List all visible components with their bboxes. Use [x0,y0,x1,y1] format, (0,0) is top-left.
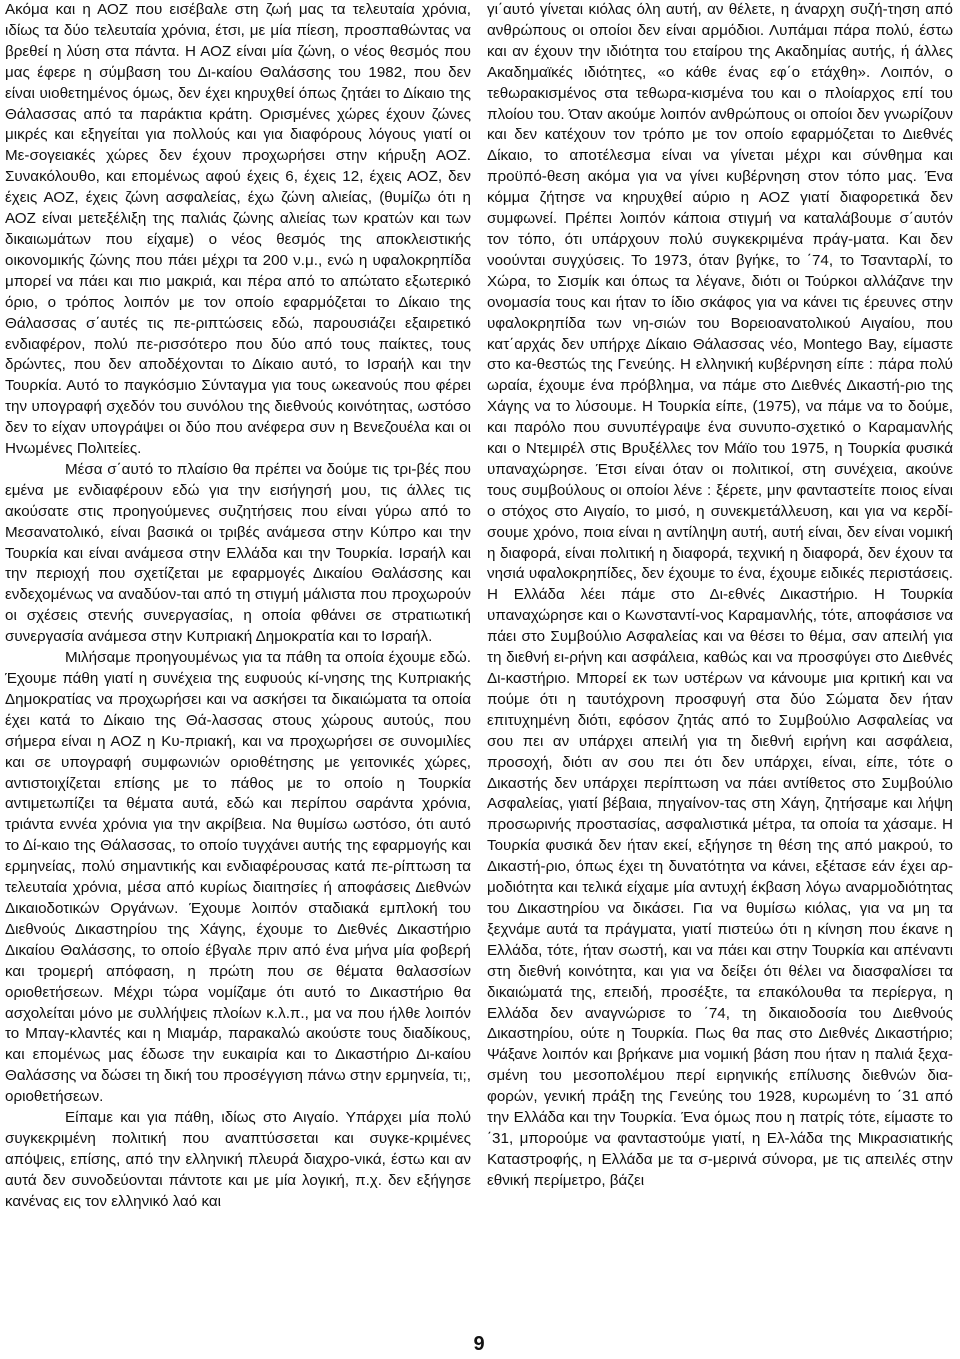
left-paragraph-4: Είπαμε και για πάθη, ιδίως στο Αιγαίο. Υπάρχει μία πολύ συγκεκριμένη πολιτική που αναπτύσσεται και συγκε-κριμένες απόψεις, επίσης, από την ελληνική πλευρά διαχρο-νικά, έστω και αν αυτά δεν συνοδεύονται πάντοτε και με μία λογική, π.χ. δεν εξήγησε κανένας εις τον ελληνικό λαό και [5,1109,471,1210]
left-paragraph-2: Μέσα σ΄αυτό το πλαίσιο θα πρέπει να δούμε τις τρι-βές που εμένα με ενδιαφέρουν εδώ για την εισήγησή μου, τις άλλες τις ακούσατε στις προηγούμενες συζητήσεις που είναι γύρω από το Μεσανατολικό, είναι βασικά οι τριβές ανάμεσα στην Κύπρο και την Τουρκία και είναι ανάμεσα στην Ελλάδα και την Τουρκία. Ισραήλ και την περιοχή που σχετίζεται με εφαρμογές Δικαίου Θαλάσσης και ενδεχομένως να αναδύον-ται από τη στιγμή μάλιστα που προχωρούν οι σχέσεις στενής συνεργασίας, η οποία φθάνει σε στρατιωτική συνεργασία ανάμεσα στην Κυπριακή Δημοκρατία και το Ισραήλ. [5,460,471,646]
left-paragraph-3: Μιλήσαμε προηγουμένως για τα πάθη τα οποία έχουμε εδώ. Έχουμε πάθη γιατί η συνέχεια της ευφυούς κί-νησης της Κυπριακής Δημοκρατίας να προχωρήσει και να ασκήσει τα δικαιώματα τα οποία έχει κατά το Δίκαιο της Θά-λασσας στους χώρους αυτούς, που σήμερα είναι η ΑΟΖ η Κυ-πριακή, και να προχωρήσει σε συνομιλίες και σε υπογραφή συμφωνιών οριοθέτησης με γειτονικές χώρες, αντιστοιχίζεται επίσης με το πάθος με το οποίο η Τουρκία αντιμετωπίζει τα θέματα αυτά, εδώ και περίπου σαράντα χρόνια, τριάντα εννέα χρόνια για την ακρίβεια. Να θυμίσω ωστόσο, ότι αυτό το Δί-καιο της Θάλασσας, το οποίο τυγχάνει αυτής της εφαρμογής και ερμηνείας, πολύ σημαντικής και ενδιαφέρουσας κατά πε-ρίπτωση τα τελευταία χρόνια, μέσα από κυρίως διαιτησίες ή αποφάσεις Διεθνών Δικαιοδοτικών Οργάνων. Έχουμε λοιπόν σταδιακά εμπλοκή του Διεθνούς Δικαστηρίου της Χάγης, έχουμε το Διεθνές Δικαστήριο Δικαίου Θαλάσσης, το οποίο έβγαλε πριν από ένα μήνα μία φοβερή και τρομερή απόφαση, η πρώτη που σε θέματα θαλασσίων οριοθετήσεων. Μέχρι τώρα νομίζαμε ότι αυτό το Δικαστήριο θα ασχολείται μόνο με συλλήψεις πλοίων κ.λ.π., μα να που ήλθε λοιπόν το Μπαγ-κλαντές και η Μιαμάρ, παρακαλώ ακούστε τους διαδίκους, και επομένως μας έδωσε την ευκαιρία και το Δικαστήριο Δι-καίου Θαλάσσης να δώσει τη δική του προσέγγιση πάνω στην ερμηνεία, τι;, οριοθετήσεων. [5,649,471,1106]
page-number: 9 [473,1333,485,1355]
left-text-column [5,0,471,1213]
right-text-column [487,0,953,1192]
right-paragraph-1: γι΄αυτό γίνεται κιόλας όλη αυτή, αν θέλετε, η άναρχη συζή-τηση από ανθρώπους οι οποίοι δεν είναι αρμόδιοι. Λυπάμαι πάρα πολύ, έστω και αν έχουν την ιδιότητα του εταίρου της Ακαδημίας αυτής, ή άλλες Ακαδημαϊκές ιδιότητες, «ο κάθε ένας εφ΄ο ετάχθη». Λοιπόν, ο τεθωρακισμένος στα τεθωρα-κισμένα του και ο πλοίαρχος επί του πλοίου του. Όταν ακούμε λοιπόν ανθρώπους οι οποίοι δεν γνωρίζουν και δεν κατέχουν τον τρόπο με τον οποίο εφαρμόζεται το Διεθνές Δίκαιο, το αποτέλεσμα είναι να γίνεται μέχρι και σύνθημα και προϋπό-θεση ακόμα για να γίνει κυβέρνηση στον τόπο μας. Ένα κόμμα ζήτησε να κηρυχθεί αύριο η ΑΟΖ γιατί διαφορετικά δεν συμφωνεί. Πρέπει λοιπόν κάποια στιγμή να καταλάβουμε σ΄αυτόν τον τόπο, ότι υπάρχουν πολύ συγκεκριμένα πράγ-ματα. Και δεν νοούνται συγχύσεις. Το 1973, όταν βγήκε, το ΄74, το Τσανταρλί, το Χώρα, το Σισμίκ και όπως τα λέγανε, διότι οι Τούρκοι αλλάζανε την ονομασία τους και ήταν το ίδιο σκάφος για να κάνει τις έρευνες στην υφαλοκρηπίδα των νη-σιών του Βορειοανατολικού Αιγαίου, που κατ΄αρχάς δεν υπήρχε Δίκαιο Θάλασσας νέο, Montego Bay, είμαστε στο κα-θεστώς της Γενεύης. Η ελληνική κυβέρνηση είπε : πάρα πολύ ωραία, έχουμε ένα πρόβλημα, να πάμε στο Διεθνές Δικαστή-ριο της Χάγης να το λύσουμε. Η Τουρκία είπε, (1975), να πάμε να το δούμε, και παρόλο που συνυπέγραψε ένα συνυπο-σχετικό ο Καραμανλής και ο Ντεμιρέλ στις Βρυξέλλες τον Μάϊο του 1975, η Τουρκία φυσικά υπαναχώρησε. Έτσι είναι όταν οι πολιτικοί, στη συνέχεια, ακούνε τους συμβούλους οι οποίοι λένε : ξέρετε, μην φανταστείτε ποιος είναι ο στόχος στο Αιγαίο, το μισό, η συνεκμετάλλευση, και για να κερδί-σουμε χρόνο, ποια είναι η αντίληψη αυτή, αυτή είναι, δεν είναι νομική η διαφορά, είναι πολιτική η διαφορά, τεχνική η διαφορά, δεν έχουν τα νησιά υφαλοκρηπίδες, δεν έχουμε το ένα, έχουμε ειδικές περιστάσεις. Η Ελλάδα λέει πάμε στο Δι-εθνές Δικαστήριο. Η Τουρκία υπαναχώρησε και ο Κωνσταντί-νος Καραμανλής, τότε, αποφάσισε να πάει στο Συμβούλιο Ασφαλείας και να θέσει το θέμα, σαν απειλή για τη διεθνή ει-ρήνη και ασφάλεια, καθώς και να προσφύγει στο Διεθνές Δι-καστήριο. Μπορεί εκ των υστέρων να κάνουμε μια κριτική και να πούμε ότι η ταυτόχρονη προσφυγή στα δύο Σώματα δεν ήταν επιτυχημένη διότι, εφόσον ζητάς από το Συμβούλιο Ασφαλείας να σου πει αν υπάρχει απειλή για τη διεθνή ειρήνη και ασφάλεια, προσοχή, διότι αν σου πει ότι δεν υπάρχει, είναι, είπε, τότε ο Δικαστής δεν υπάρχει περίπτωση να πάει αντίθετος στο Συμβούλιο Ασφαλείας, γιατί βέβαια, πηγαίνον-τας στη Χάγη, ζητήσαμε και λήψη προσωρινής προστασίας, ασφαλιστικά μέτρα, τα οποία τα χάσαμε. Η Τουρκία φυσικά δεν ήταν εκεί, εξήγησε τη θέση της από μακρού, το Δικαστή-ριο, όπως έχει τη δυνατότητα να κάνει, εξέτασε εάν έχει αρ-μοδιότητα και τελικά είχαμε μία αντυχή έκβαση λόγω αναρμοδιότητας του Δικαστηρίου να δικάσει. Για να θυμίσω κιόλας, για να μη τα ξεχνάμε αυτά τα πράγματα, γιατί πιστεύω ότι η κίνηση που έκανε η Ελλάδα, τότε, ήταν σωστή, και να πάει και στην Τουρκία και απέναντι στη διεθνή κοινότητα, και για να δείξει ότι θέλει να διασφαλίσει τα δικαιώματά της, επειδή, προσέξτε, τα επακόλουθα τα περίεργα, η Ελλάδα δεν αναγνώρισε το ΄74, τη δικαιοδοσία του Διεθνούς Δικαστηρίου, ούτε η Τουρκία. Πως θα πας στο Διεθνές Δικαστήριο; Ψάξανε λοιπόν και βρήκανε μια νομική βάση που ήταν η παλιά ξεχα-σμένη του μεσοπολέμου περί ειρηνικής επίλυσης διεθνών δια-φορών, γενική πράξη της Γενεύης του 1928, κυρωμένη το ΄31 από την Ελλάδα και την Τουρκία. Ένα όμως που η πατρίς τότε, είμαστε το ΄31, μπορούμε να φανταστούμε γιατί, η Ελ-λάδα της Μικρασιατικής Καταστροφής, η Ελλάδα με τα σ-μερινά σύνορα, με τις απειλές στην εθνική περίμετρο, βάζει [487,1,953,1189]
left-paragraph-1: Ακόμα και η ΑΟΖ που εισέβαλε στη ζωή μας τα τελευταία χρόνια, ιδίως τα δύο τελευταία χρόνια, έτσι, με μία πίεση, προσπαθώντας να βρεθεί η λύση στα πάντα. Η ΑΟΖ είναι μία ζώνη, ο νέος θεσμός που μας έφερε η σύμβαση του Δι-καίου Θαλάσσης του 1982, που δεν είναι υιοθετημένος όμως, δεν έχει κηρυχθεί όπως ζητάει το Δίκαιο της Θάλασσας από τα παράκτια κράτη. Ορισμένες χώρες έχουν ζώνες μικρές και εξηγείται για πολλούς και για διαφόρους λόγους γιατί οι Με-σογειακές χώρες δεν έχουν προχωρήσει στην κήρυξη ΑΟΖ. Συνακόλουθο, και επομένως αφού έχεις 6, έχεις 12, έχεις ΑΟΖ, δεν έχεις ΑΟΖ, έχεις ζώνη ασφαλείας, έχω ζώνη αλιείας, (θυμίζω ότι η ΑΟΖ είναι μετεξέλιξη της παλιάς ζώνης αλιείας των κρατών και των δικαιωμάτων που είχαμε) ο νέος θεσμός της αποκλειστικής οικονομικής ζώνης που πάει μέχρι τα 200 ν.μ., ενώ η υφαλοκρηπίδα μπορεί να πάει και πιο μακριά, και πέρα από το απώτατο εξωτερικό όριο, ο τρόπος λοιπόν με τον οποίο εφαρμόζεται το Δίκαιο της Θάλασσας σ΄αυτές τις πε-ριπτώσεις εδώ, παρουσιάζει εξαιρετικό ενδιαφέρον, πολύ πε-ρισσότερο που δύο από τους παίκτες, τους δρώντες, που δεν αποδέχονται το Δίκαιο αυτό, το Ισραήλ και την Τουρκία. Αυτό το παγκόσμιο Σύνταγμα για τους ωκεανούς που φέρει την υπογραφή σχεδόν του συνόλου της διεθνούς κοινότητας, ωστόσο δεν το είχαν υπογράψει οι δύο που ανέφερα συν η Βενεζουέλα και οι Ηνωμένες Πολιτείες. [5,1,471,458]
